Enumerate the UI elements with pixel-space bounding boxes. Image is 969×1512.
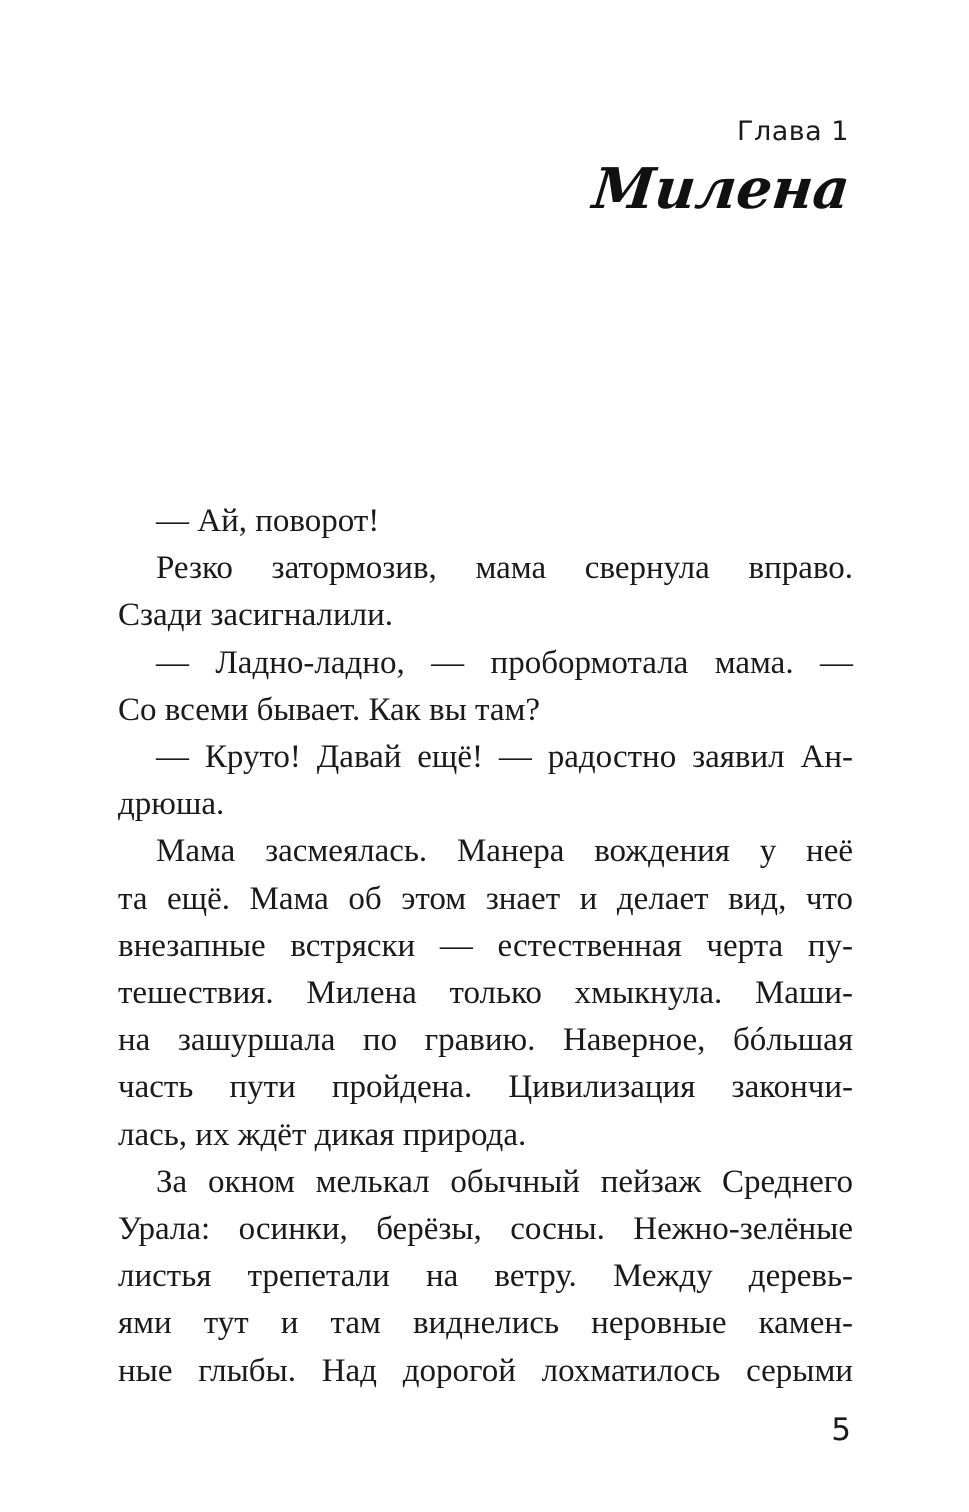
text-line: За окном мелькал обычный пейзаж Среднего bbox=[156, 1163, 853, 1200]
text-line: на зашуршала по гравию. Наверное, бóльшая bbox=[118, 1022, 853, 1059]
paragraph bbox=[118, 498, 853, 545]
text-line: Урала: осинки, берёзы, сосны. Нежно-зелёные bbox=[118, 1211, 853, 1248]
page-number: 5 bbox=[831, 1412, 851, 1448]
text-line: Мама засмеялась. Манера вождения у неё bbox=[156, 833, 853, 870]
text-line: Со всеми бывает. Как вы там? bbox=[118, 691, 540, 728]
text-line: дрюша. bbox=[118, 786, 225, 823]
text-line: внезапные встряски — естественная черта пу- bbox=[118, 927, 853, 964]
text-line: та ещё. Мама об этом знает и делает вид, что bbox=[118, 880, 853, 917]
text-line: — Ай, поворот! bbox=[156, 503, 380, 539]
text-line: тешествия. Милена только хмыкнула. Маши- bbox=[118, 975, 853, 1012]
chapter-label: Глава 1 bbox=[737, 116, 849, 147]
body-text bbox=[118, 498, 853, 1395]
paragraph bbox=[118, 1159, 853, 1395]
text-line: ные глыбы. Над дорогой лохматилось серыми bbox=[118, 1352, 853, 1389]
text-line: листья трепетали на ветру. Между деревь- bbox=[118, 1258, 853, 1295]
text-line: лась, их ждёт дикая природа. bbox=[118, 1116, 527, 1153]
paragraph bbox=[118, 545, 853, 639]
text-line: — Круто! Давай ещё! — радостно заявил Ан- bbox=[156, 739, 853, 776]
paragraph bbox=[118, 640, 853, 734]
text-line: часть пути пройдена. Цивилизация закончи- bbox=[118, 1069, 853, 1106]
text-line: ями тут и там виднелись неровные камен- bbox=[118, 1305, 853, 1342]
text-line: Резко затормозив, мама свернула вправо. bbox=[156, 550, 853, 587]
paragraph bbox=[118, 828, 853, 1158]
text-line: Сзади засигналили. bbox=[118, 597, 394, 634]
text-line: — Ладно-ладно, — пробормотала мама. — bbox=[156, 644, 853, 681]
chapter-title: Милена bbox=[589, 156, 853, 222]
chapter-header bbox=[589, 112, 853, 224]
paragraph bbox=[118, 734, 853, 828]
